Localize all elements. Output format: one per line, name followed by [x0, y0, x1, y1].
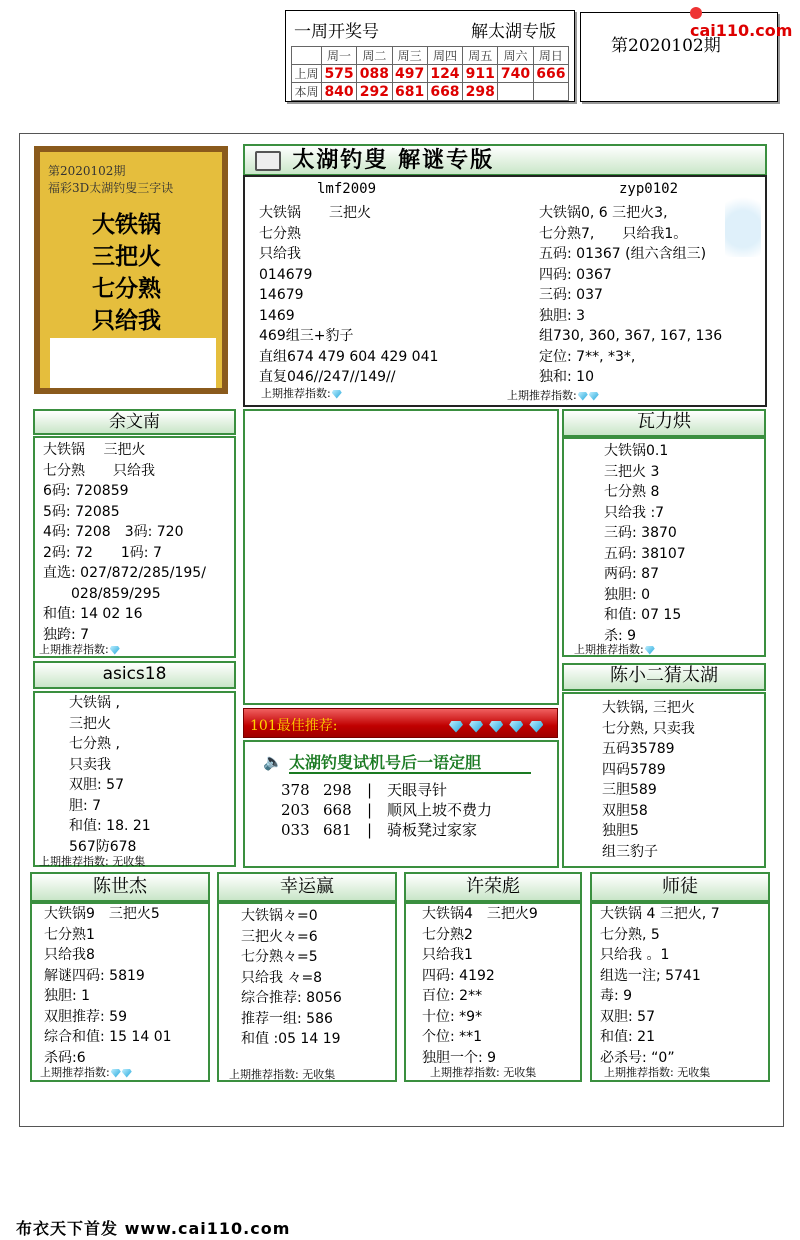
lmf-name: lmf2009	[317, 181, 377, 197]
shitu-panel: 大铁锅 4 三把火, 7 七分熟, 5 只给我 。1 组选一注; 5741 毒: 9 双胆: 57 和值: 21 必杀号: “0” 上期推荐指数: 无收集	[590, 902, 770, 1082]
diamond-icon	[122, 1069, 132, 1078]
draw-number: 681	[392, 83, 427, 101]
poem-box	[34, 146, 228, 394]
diamond-icon	[645, 646, 655, 655]
logo-icon	[690, 7, 702, 19]
draw-number: 292	[357, 83, 392, 101]
poem-line: 大铁锅	[92, 211, 161, 238]
chenshijie-panel: 大铁锅9 三把火5 七分熟1 只给我8 解谜四码: 5819 独胆: 1 双胆推荐: 59 综合和值: 15 14 01 杀码:6 上期推荐指数:	[30, 902, 210, 1082]
chenxiaoer-panel: 大铁锅, 三把火 七分熟, 只卖我 五码35789 四码5789 三胆589 双胆58 独胆5 组三豹子	[562, 692, 766, 868]
diamond-icon	[509, 721, 523, 733]
poem-issue: 第2020102期	[48, 164, 126, 178]
banner-title: 太湖钓叟 解谜专版	[243, 144, 767, 176]
diamond-icon	[589, 392, 599, 401]
diamond-icon	[111, 1069, 121, 1078]
edition-title: 解太湖专版	[471, 22, 556, 42]
day-header-row	[292, 47, 569, 65]
xurongbiao-title: 许荣彪	[404, 872, 582, 902]
issue-label: 第2020102期	[611, 36, 721, 56]
speaker-icon: 🔈	[263, 752, 283, 771]
xingyunying-panel: 大铁锅々=0 三把火々=6 七分熟々=5 只给我 々=8 综合推荐: 8056 推荐一组: 586 和值 :05 14 19 上期推荐指数: 无收集	[217, 902, 397, 1082]
book-icon	[255, 151, 281, 171]
draw-number: 124	[427, 65, 462, 83]
yuwennan-panel: 大铁锅 三把火 七分熟 只给我 6码: 720859 5码: 72085 4码: 7208 3码: 720 2码: 72 1码: 7 直选: 027/872/285/195/ 028/859/295 和值: 14 02 16 独跨: 7 上期推荐指数:	[33, 436, 236, 658]
poem-line: 只给我	[92, 307, 161, 334]
center-blank-box	[243, 409, 559, 705]
diamond-icon	[449, 721, 463, 733]
poem-subtitle: 福彩3D太湖钓叟三字诀	[48, 181, 174, 195]
draw-number	[533, 83, 568, 101]
top-content-box	[243, 175, 767, 407]
lmf-block: 大铁锅 三把火 七分熟 只给我 014679 14679 1469 469组三+豹子 直组674 479 604 429 041 直复046//247//149//	[259, 205, 439, 385]
diamond-icon	[110, 646, 120, 655]
last-week-label: 上周	[292, 65, 322, 83]
asics-title: asics18	[33, 661, 236, 689]
weekly-draw-box	[285, 10, 575, 102]
site-logo: cai110.com	[690, 2, 800, 40]
weekly-draw-table	[291, 46, 569, 101]
best-recommend-bar: 101最佳推荐:	[243, 708, 558, 738]
last-week-row	[292, 65, 569, 83]
diamond-icon	[489, 721, 503, 733]
draw-number: 088	[357, 65, 392, 83]
draw-number: 575	[321, 65, 356, 83]
trial-row: 033 681 | 骑板凳过家家	[281, 821, 478, 839]
this-week-label: 本周	[292, 83, 322, 101]
draw-number: 666	[533, 65, 568, 83]
trial-title: 太湖钓叟试机号后一语定胆	[289, 753, 482, 772]
draw-number: 911	[463, 65, 498, 83]
day-label: 周五	[463, 47, 498, 65]
rating-icons	[448, 716, 543, 735]
draw-number: 840	[321, 83, 356, 101]
walihong-title: 瓦力烘	[562, 409, 766, 437]
day-label: 周四	[427, 47, 462, 65]
zyp-name: zyp0102	[619, 181, 679, 197]
chenshijie-title: 陈世杰	[30, 872, 210, 902]
diamond-icon	[332, 390, 342, 399]
diamond-icon	[578, 392, 588, 401]
zyp-block: 大铁锅0, 6 三把火3, 七分熟7, 只给我1。 五码: 01367 (组六含组三) 四码: 0367 三码: 037 独胆: 3 组730, 360, 367, 167, 136 定位: 7**, *3*, 独和: 10	[539, 205, 723, 385]
yuwennan-title: 余文南	[33, 409, 236, 435]
zyp-note: 上期推荐指数:	[507, 387, 599, 403]
trial-row: 203 668 | 顺风上坡不费力	[281, 801, 493, 819]
trial-box	[243, 740, 559, 868]
weekly-title: 一周开奖号	[294, 22, 379, 42]
poem-line: 三把火	[92, 243, 161, 270]
xingyunying-title: 幸运赢	[217, 872, 397, 902]
chenxiaoer-title: 陈小二猜太湖	[562, 663, 766, 691]
xurongbiao-panel: 大铁锅4 三把火9 七分熟2 只给我1 四码: 4192 百位: 2** 十位: *9* 个位: **1 独胆一个: 9 上期推荐指数: 无收集	[404, 902, 582, 1082]
poem-line: 七分熟	[92, 275, 161, 302]
this-week-row	[292, 83, 569, 101]
day-label: 周日	[533, 47, 568, 65]
draw-number: 740	[498, 65, 533, 83]
lmf-note: 上期推荐指数:	[261, 385, 342, 401]
footer-text: 布衣天下首发 www.cai110.com	[16, 1219, 291, 1238]
draw-number: 668	[427, 83, 462, 101]
poem-blank	[50, 338, 216, 388]
walihong-panel: 大铁锅0.1 三把火 3 七分熟 8 只给我 :7 三码: 3870 五码: 38107 两码: 87 独胆: 0 和值: 07 15 杀: 9 上期推荐指数:	[562, 437, 766, 657]
draw-number: 298	[463, 83, 498, 101]
day-label: 周六	[498, 47, 533, 65]
trial-row: 378 298 | 天眼寻针	[281, 781, 448, 799]
diamond-icon	[469, 721, 483, 733]
asics-panel: 大铁锅 , 三把火 七分熟 , 只卖我 双胆: 57 胆: 7 和值: 18. 21 567防678 上期推荐指数: 无收集	[33, 691, 236, 867]
day-label: 周一	[321, 47, 356, 65]
diamond-icon	[529, 721, 543, 733]
shitu-title: 师徒	[590, 872, 770, 902]
day-label: 周二	[357, 47, 392, 65]
draw-number: 497	[392, 65, 427, 83]
draw-number	[498, 83, 533, 101]
day-label: 周三	[392, 47, 427, 65]
